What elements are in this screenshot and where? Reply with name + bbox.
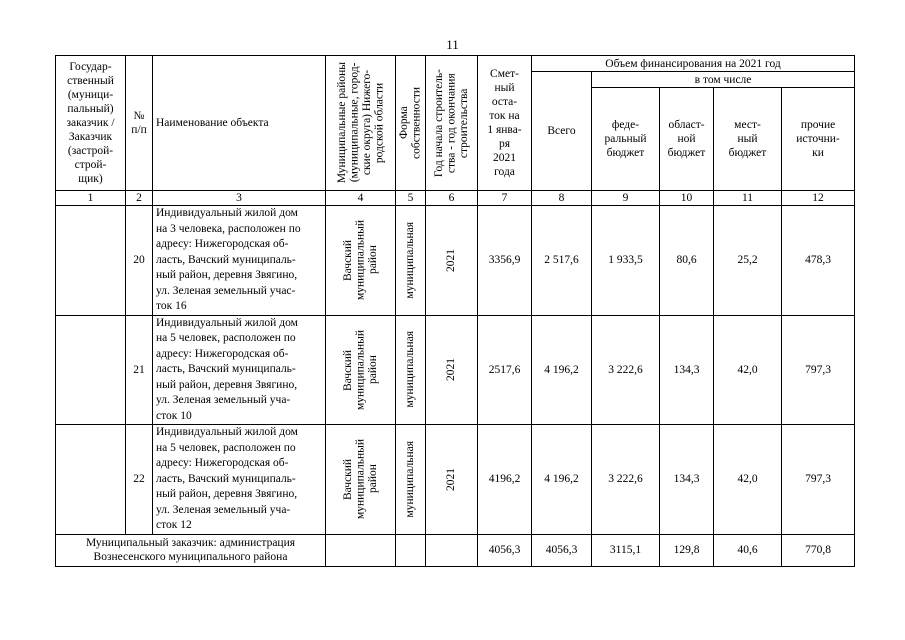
header-object-name: Наименование объекта [153, 56, 326, 191]
header-estimate: Смет- ный оста- ток на 1 янва- ря 2021 года [478, 56, 532, 191]
column-number: 4 [326, 191, 396, 206]
year-text: 2021 [445, 248, 458, 272]
ownership-cell [396, 315, 426, 425]
district-cell [326, 425, 396, 535]
header-customer: Государ- ственный (муници- пальный) заказчик / Заказчик (застрой- строй- щик) [56, 56, 126, 191]
header-districts-text: Муниципальные районы (муниципальные, город- ские округа) Нижего- родской области [335, 62, 385, 184]
table-row [56, 315, 855, 425]
federal-value: 3 222,6 [592, 315, 660, 425]
row-number: 21 [126, 315, 153, 425]
column-number: 10 [660, 191, 714, 206]
funding-table [55, 55, 855, 567]
local-value: 25,2 [714, 206, 782, 316]
column-number: 8 [532, 191, 592, 206]
year-text: 2021 [445, 358, 458, 382]
total-value: 2 517,6 [532, 206, 592, 316]
column-number: 9 [592, 191, 660, 206]
summary-row [56, 534, 855, 566]
header-ownership [396, 56, 426, 191]
column-number: 5 [396, 191, 426, 206]
summary-empty-cell [396, 534, 426, 566]
district-text: Вачский муниципальный район [341, 220, 379, 301]
summary-empty-cell [426, 534, 478, 566]
regional-value: 80,6 [660, 206, 714, 316]
summary-label: Муниципальный заказчик: администрация Вознесенского муниципального района [56, 534, 326, 566]
column-numbers-row [56, 191, 855, 206]
header-regional: област- ной бюджет [660, 88, 714, 191]
regional-value: 134,3 [660, 315, 714, 425]
header-years [426, 56, 478, 191]
header-total: Всего [532, 72, 592, 191]
header-local: мест- ный бюджет [714, 88, 782, 191]
table-row [56, 206, 855, 316]
total-value: 4 196,2 [532, 425, 592, 535]
row-number: 20 [126, 206, 153, 316]
summary-total: 4056,3 [532, 534, 592, 566]
district-cell [326, 206, 396, 316]
district-text: Вачский муниципальный район [341, 439, 379, 520]
summary-empty-cell [326, 534, 396, 566]
other-value: 478,3 [782, 206, 855, 316]
estimate-value: 2517,6 [478, 315, 532, 425]
object-name: Индивидуальный жилой дом на 5 человек, расположен по адресу: Нижегородская об- ласть, Вачский муниципаль- ный район, деревня Звягино, ул. Зеленая земельный уча- сток 10 [153, 315, 326, 425]
local-value: 42,0 [714, 425, 782, 535]
header-num: № п/п [126, 56, 153, 191]
column-number: 1 [56, 191, 126, 206]
summary-regional: 129,8 [660, 534, 714, 566]
column-number: 11 [714, 191, 782, 206]
header-including: в том числе [592, 72, 855, 88]
header-funding-group: Объем финансирования на 2021 год [532, 56, 855, 72]
customer-cell [56, 315, 126, 425]
summary-local: 40,6 [714, 534, 782, 566]
column-number: 6 [426, 191, 478, 206]
ownership-text: муниципальная [404, 221, 417, 299]
estimate-value: 4196,2 [478, 425, 532, 535]
header-federal: феде- ральный бюджет [592, 88, 660, 191]
year-text: 2021 [445, 467, 458, 491]
object-name: Индивидуальный жилой дом на 5 человек, расположен по адресу: Нижегородская об- ласть, Вачский муниципаль- ный район, деревня Звягино, ул. Зеленая земельный уча- сток 12 [153, 425, 326, 535]
federal-value: 3 222,6 [592, 425, 660, 535]
summary-other: 770,8 [782, 534, 855, 566]
ownership-cell [396, 425, 426, 535]
ownership-cell [396, 206, 426, 316]
column-number: 12 [782, 191, 855, 206]
column-number: 7 [478, 191, 532, 206]
year-cell [426, 206, 478, 316]
ownership-text: муниципальная [404, 440, 417, 518]
other-value: 797,3 [782, 425, 855, 535]
other-value: 797,3 [782, 315, 855, 425]
row-number: 22 [126, 425, 153, 535]
year-cell [426, 425, 478, 535]
object-name: Индивидуальный жилой дом на 3 человека, расположен по адресу: Нижегородская об- ласть, Вачский муниципаль- ный район, деревня Звягино, ул. Зеленая земельный учас- ток 16 [153, 206, 326, 316]
district-text: Вачский муниципальный район [341, 329, 379, 410]
summary-federal: 3115,1 [592, 534, 660, 566]
column-number: 2 [126, 191, 153, 206]
header-ownership-text: Форма собственности [398, 87, 423, 159]
customer-cell [56, 425, 126, 535]
header-years-text: Год начала строитель- ства - год окончания строительства [432, 68, 470, 178]
page-number: 11 [446, 37, 459, 52]
customer-cell [56, 206, 126, 316]
header-districts [326, 56, 396, 191]
ownership-text: муниципальная [404, 331, 417, 409]
federal-value: 1 933,5 [592, 206, 660, 316]
year-cell [426, 315, 478, 425]
local-value: 42,0 [714, 315, 782, 425]
total-value: 4 196,2 [532, 315, 592, 425]
header-other: прочие источни- ки [782, 88, 855, 191]
regional-value: 134,3 [660, 425, 714, 535]
estimate-value: 3356,9 [478, 206, 532, 316]
table-row [56, 425, 855, 535]
column-number: 3 [153, 191, 326, 206]
district-cell [326, 315, 396, 425]
summary-estimate: 4056,3 [478, 534, 532, 566]
